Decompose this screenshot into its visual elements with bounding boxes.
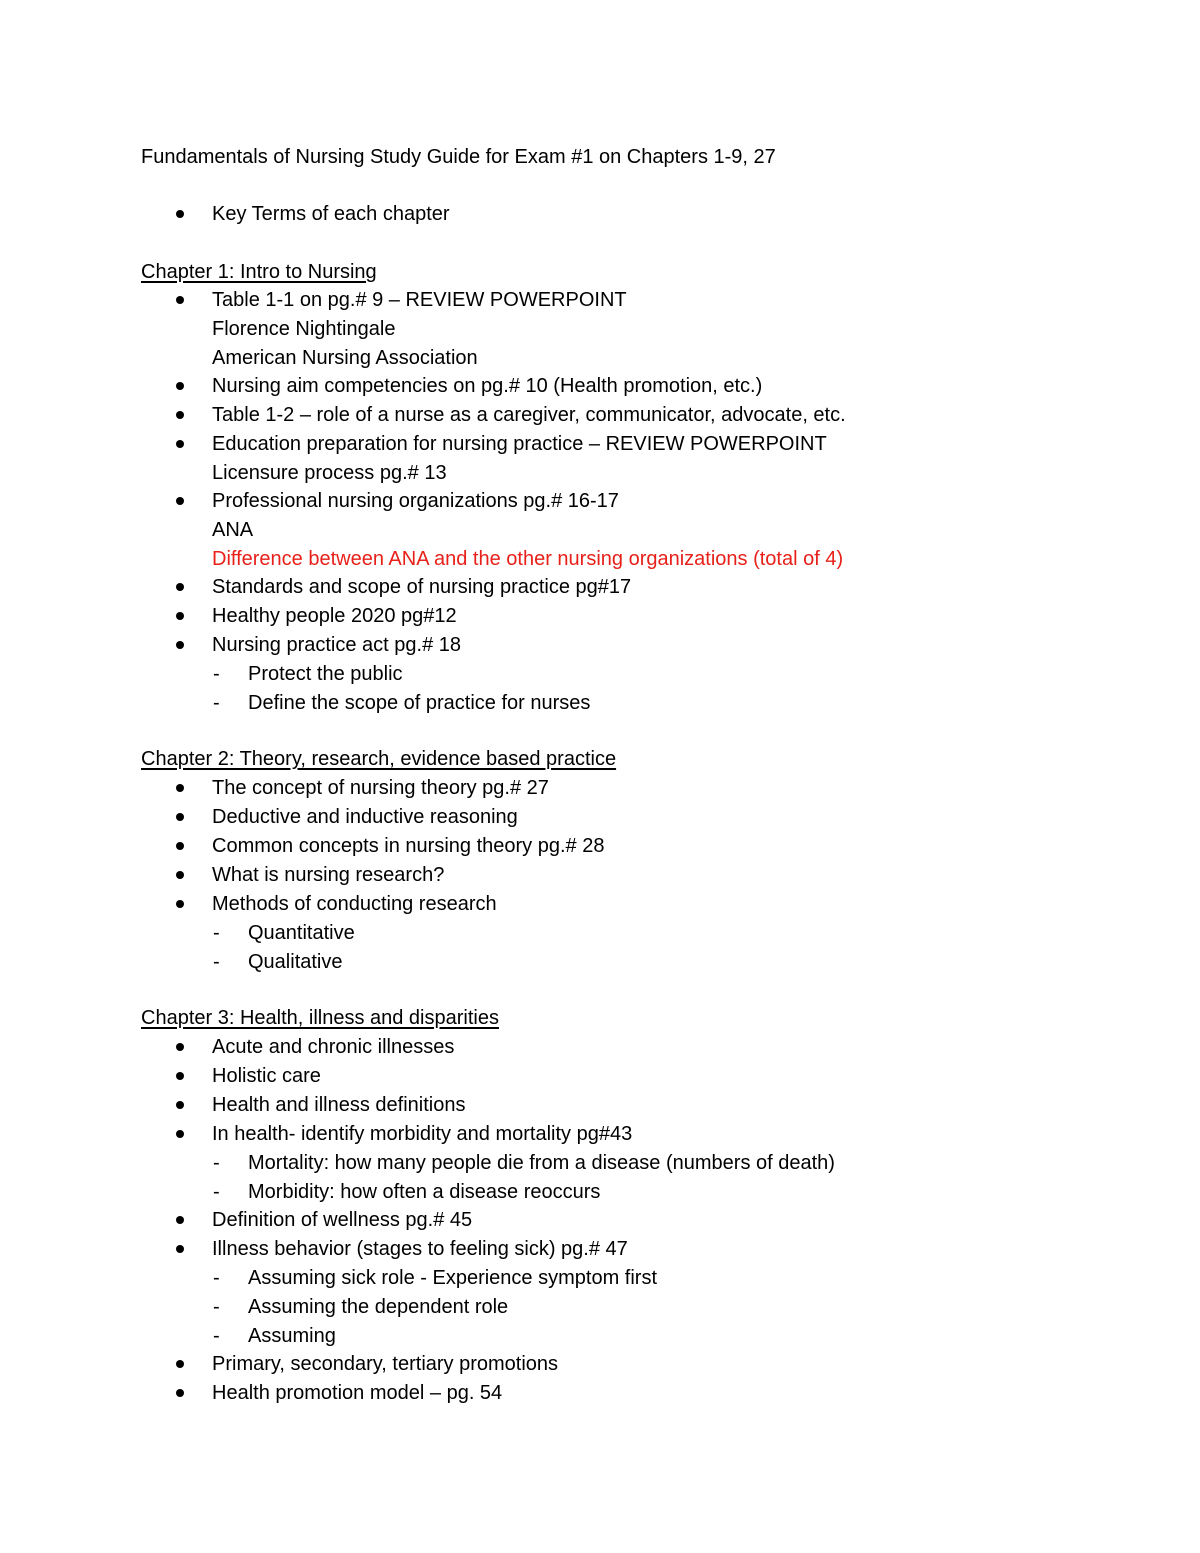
list-item: Table 1-1 on pg.# 9 – REVIEW POWERPOINT (212, 289, 627, 311)
list-item: Methods of conducting research (212, 893, 497, 915)
list-item: Common concepts in nursing theory pg.# 28 (212, 835, 605, 857)
dash-marker: - (213, 1152, 220, 1174)
highlighted-note: Difference between ANA and the other nursing organizations (total of 4) (212, 548, 844, 570)
list-item: In health- identify morbidity and mortality pg#43 (212, 1123, 633, 1145)
list-item: Healthy people 2020 pg#12 (212, 605, 457, 627)
dash-marker: - (213, 1181, 220, 1203)
dash-marker: - (213, 692, 220, 714)
sub-list-item: Assuming sick role - Experience symptom first (248, 1267, 658, 1289)
list-item: Table 1-2 – role of a nurse as a caregiver, communicator, advocate, etc. (212, 404, 846, 426)
sub-list-item: Morbidity: how often a disease reoccurs (248, 1181, 601, 1203)
list-item: What is nursing research? (212, 864, 445, 886)
list-item: Health promotion model – pg. 54 (212, 1382, 503, 1404)
chapter-3-heading: Chapter 3: Health, illness and disparities (141, 1007, 499, 1029)
list-item: The concept of nursing theory pg.# 27 (212, 777, 549, 799)
sub-list-item: Assuming (248, 1325, 336, 1347)
bullet-icon (176, 813, 184, 821)
bullet-icon (176, 1130, 184, 1138)
bullet-icon (176, 583, 184, 591)
list-item: Deductive and inductive reasoning (212, 806, 518, 828)
list-item: Acute and chronic illnesses (212, 1036, 455, 1058)
sub-list-item: Qualitative (248, 951, 343, 973)
bullet-icon (176, 210, 184, 218)
dash-marker: - (213, 1267, 220, 1289)
bullet-icon (176, 440, 184, 448)
sub-list-item: Define the scope of practice for nurses (248, 692, 591, 714)
dash-marker: - (213, 1296, 220, 1318)
list-item: Education preparation for nursing practice – REVIEW POWERPOINT (212, 433, 827, 455)
bullet-icon (176, 382, 184, 390)
dash-marker: - (213, 1325, 220, 1347)
bullet-icon (176, 900, 184, 908)
dash-marker: - (213, 951, 220, 973)
list-item: Nursing practice act pg.# 18 (212, 634, 462, 656)
sub-list-item: Mortality: how many people die from a disease (numbers of death) (248, 1152, 835, 1174)
bullet-icon (176, 641, 184, 649)
bullet-icon (176, 411, 184, 419)
bullet-icon (176, 1389, 184, 1397)
dash-marker: - (213, 922, 220, 944)
document-title: Fundamentals of Nursing Study Guide for Exam #1 on Chapters 1-9, 27 (141, 146, 776, 168)
sub-list-item: Protect the public (248, 663, 403, 685)
bullet-icon (176, 1360, 184, 1368)
list-item: Illness behavior (stages to feeling sick) pg.# 47 (212, 1238, 628, 1260)
list-item-continuation: Licensure process pg.# 13 (212, 462, 447, 484)
list-item: Definition of wellness pg.# 45 (212, 1209, 473, 1231)
bullet-icon (176, 842, 184, 850)
list-item: Health and illness definitions (212, 1094, 466, 1116)
bullet-icon (176, 871, 184, 879)
bullet-icon (176, 296, 184, 304)
bullet-icon (176, 1101, 184, 1109)
chapter-2-heading: Chapter 2: Theory, research, evidence based practice (141, 748, 617, 770)
bullet-icon (176, 784, 184, 792)
list-item: Standards and scope of nursing practice pg#17 (212, 576, 632, 598)
list-item: Holistic care (212, 1065, 321, 1087)
bullet-icon (176, 1245, 184, 1253)
sub-list-item: Assuming the dependent role (248, 1296, 509, 1318)
sub-list-item: Quantitative (248, 922, 355, 944)
dash-marker: - (213, 663, 220, 685)
bullet-icon (176, 612, 184, 620)
list-item: Key Terms of each chapter (212, 203, 450, 225)
list-item-continuation: American Nursing Association (212, 347, 478, 369)
list-item-continuation: Florence Nightingale (212, 318, 396, 340)
list-item-continuation: ANA (212, 519, 254, 541)
list-item: Nursing aim competencies on pg.# 10 (Health promotion, etc.) (212, 375, 763, 397)
list-item: Primary, secondary, tertiary promotions (212, 1353, 559, 1375)
bullet-icon (176, 1072, 184, 1080)
chapter-1-heading: Chapter 1: Intro to Nursing (141, 261, 377, 283)
list-item: Professional nursing organizations pg.# 16-17 (212, 490, 619, 512)
bullet-icon (176, 497, 184, 505)
bullet-icon (176, 1043, 184, 1051)
bullet-icon (176, 1216, 184, 1224)
